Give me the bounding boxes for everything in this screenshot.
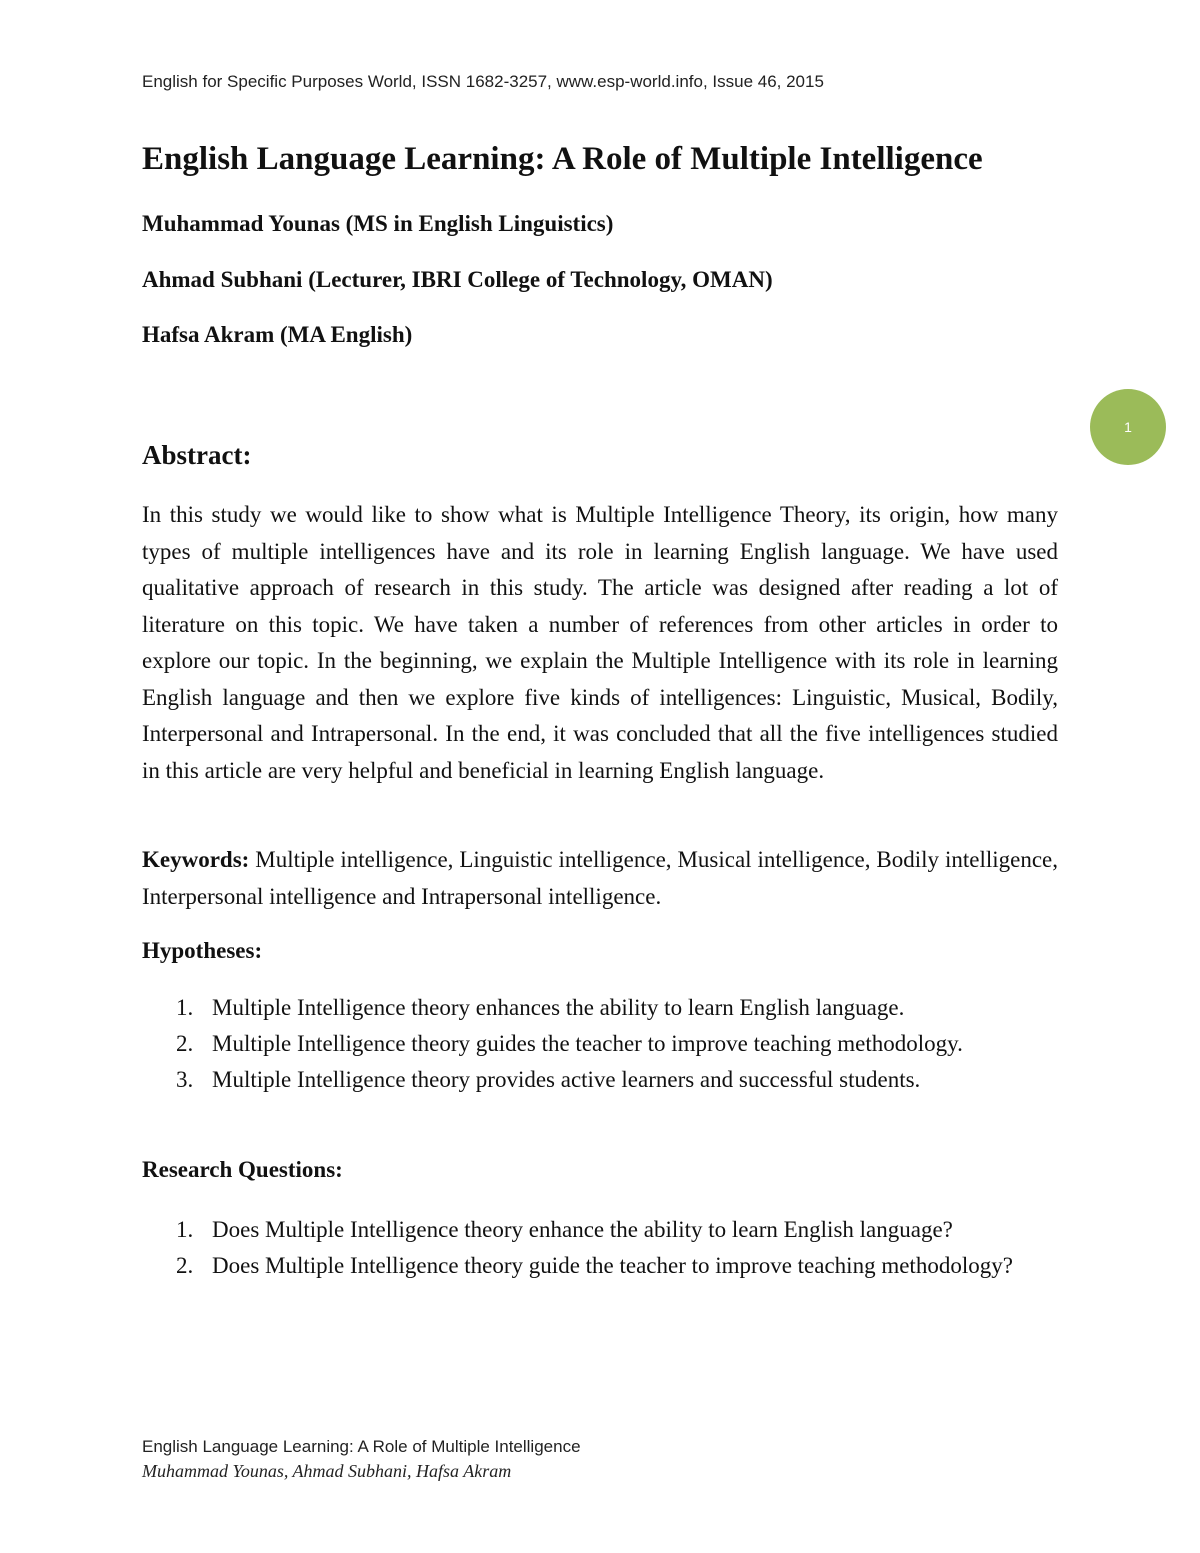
- author-2: Ahmad Subhani (Lecturer, IBRI College of Technology, OMAN): [142, 267, 773, 292]
- abstract-heading: Abstract:: [142, 440, 252, 470]
- author-1: Muhammad Younas (MS in English Linguistics): [142, 211, 614, 236]
- author-3: Hafsa Akram (MA English): [142, 322, 413, 347]
- footer-authors: Muhammad Younas, Ahmad Subhani, Hafsa Akram: [142, 1461, 512, 1481]
- list-item: [142, 1212, 1058, 1248]
- list-item-number: 1.: [176, 995, 194, 1020]
- list-item-text: Multiple Intelligence theory provides active learners and successful students.: [212, 1067, 921, 1092]
- running-header: English for Specific Purposes World, ISSN 1682-3257, www.esp-world.info, Issue 46, 2015: [142, 72, 824, 91]
- keywords-paragraph: [142, 842, 1058, 915]
- list-item: [142, 990, 1058, 1026]
- research-questions-heading: Research Questions:: [142, 1157, 343, 1182]
- hypotheses-heading: Hypotheses:: [142, 938, 263, 963]
- paper-title: English Language Learning: A Role of Multiple Intelligence: [142, 141, 983, 177]
- footer-title: English Language Learning: A Role of Multiple Intelligence: [142, 1437, 581, 1456]
- list-item-text: Multiple Intelligence theory guides the teacher to improve teaching methodology.: [212, 1031, 963, 1056]
- hypotheses-list: [142, 990, 1058, 1098]
- list-item-text: Does Multiple Intelligence theory enhance the ability to learn English language?: [212, 1217, 953, 1242]
- keywords-text: Multiple intelligence, Linguistic intelligence, Musical intelligence, Bodily intelligence, Interpersonal intelligence and Intrapersonal intelligence.: [142, 847, 1058, 909]
- list-item-number: 2.: [176, 1253, 194, 1278]
- list-item-text: Multiple Intelligence theory enhances the ability to learn English language.: [212, 995, 905, 1020]
- list-item-number: 1.: [176, 1217, 194, 1242]
- list-item: [142, 1026, 1058, 1062]
- abstract-text: In this study we would like to show what is Multiple Intelligence Theory, its origin, how many types of multiple intelligences have and its role in learning English language. We have used qualitative approach of research in this study. The article was designed after reading a lot of literature on this topic. We have taken a number of references from other articles in order to explore our topic. In the beginning, we explain the Multiple Intelligence with its role in learning English language and then we explore five kinds of intelligences: Linguistic, Musical, Bodily, Interpersonal and Intrapersonal. In the end, it was concluded that all the five intelligences studied in this article are very helpful and beneficial in learning English language.: [142, 502, 1058, 783]
- research-questions-list: [142, 1212, 1058, 1284]
- list-item-number: 2.: [176, 1031, 194, 1056]
- list-item: [142, 1062, 1058, 1098]
- list-item: [142, 1248, 1058, 1284]
- running-footer: [142, 1435, 842, 1483]
- page-number-badge: 1: [1090, 389, 1166, 465]
- list-item-text: Does Multiple Intelligence theory guide the teacher to improve teaching methodology?: [212, 1253, 1013, 1278]
- keywords-label: Keywords:: [142, 847, 250, 872]
- list-item-number: 3.: [176, 1067, 194, 1092]
